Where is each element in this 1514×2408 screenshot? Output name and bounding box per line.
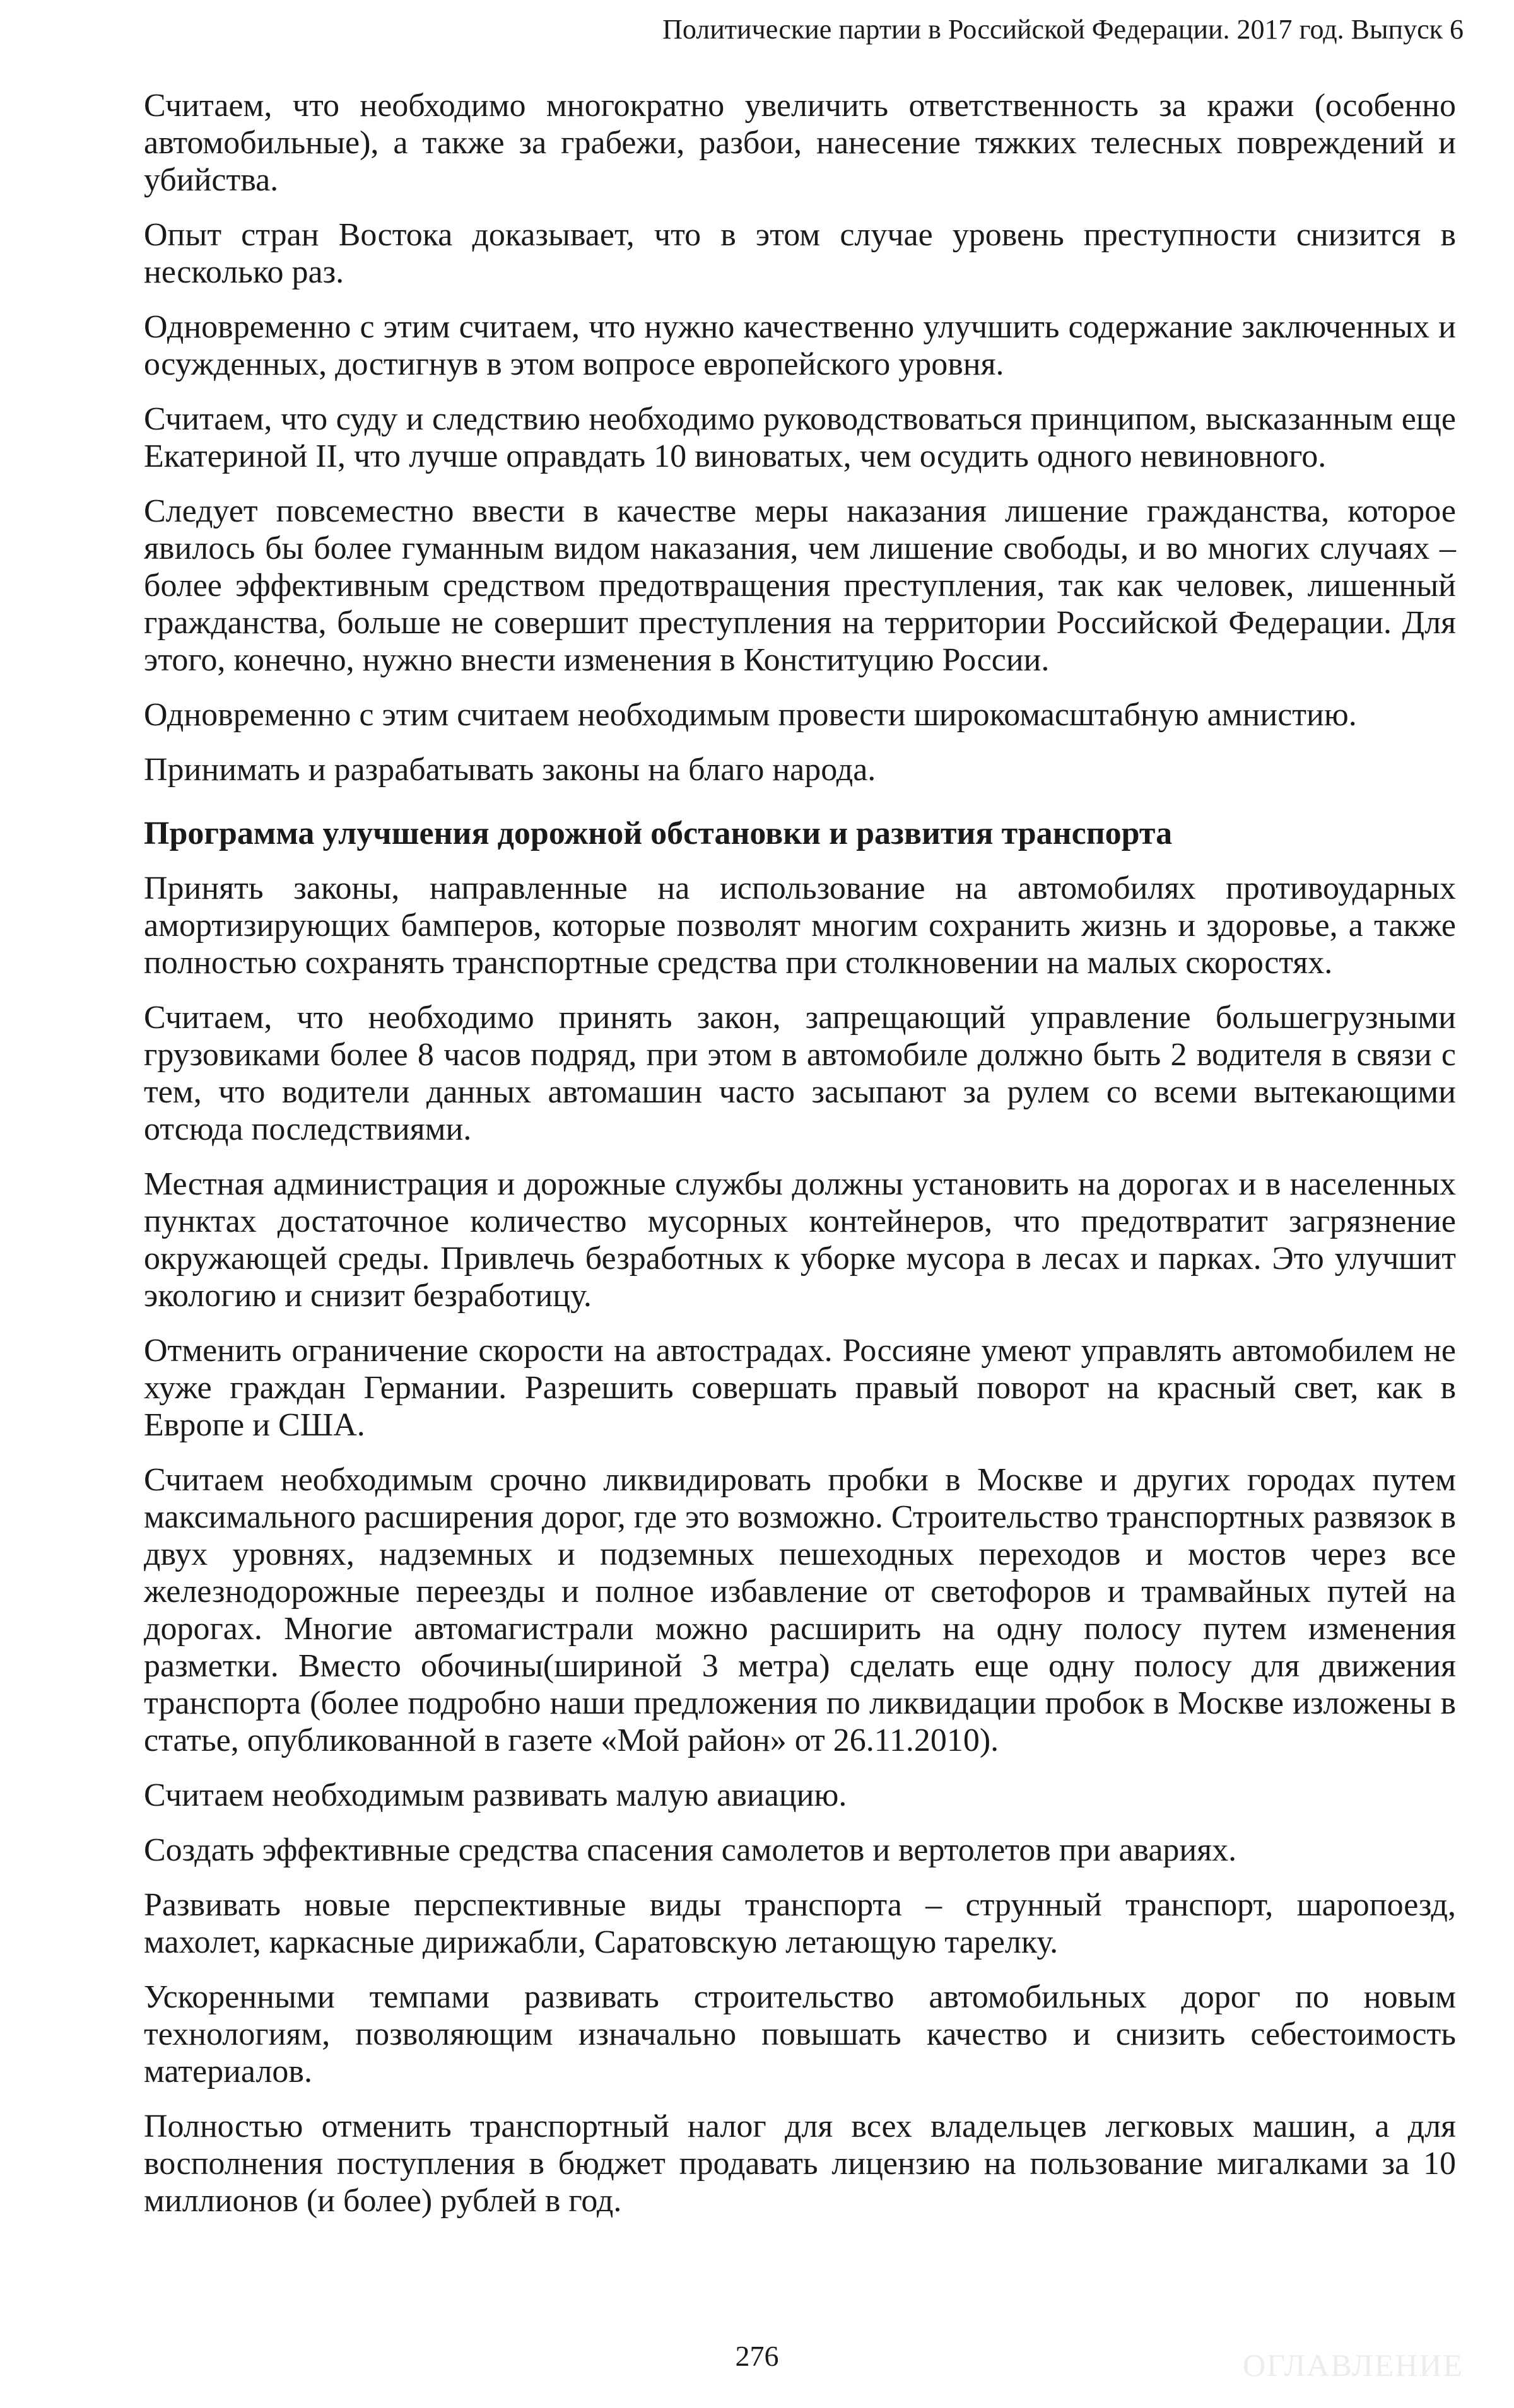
- body-paragraph: Развивать новые перспективные виды транспорта – струнный транспорт, шаропоезд, махолет, каркасные дирижабли, Саратовскую летающую тарелку.: [144, 1887, 1456, 1960]
- body-paragraph: Считаем необходимым срочно ликвидировать пробки в Москве и других городах путем максимального расширения дорог, где это возможно. Строительство транспортных развязок в двух уровнях, надземных и подземных пешеходных переходов и мостов через все железнодорожные переезды и полное избавление от светофоров и трамвайных путей на дорогах. Многие автомагистрали можно расширить на одну полосу путем изменения разметки. Вместо обочины(шириной 3 метра) сделать еще одну полосу для движения транспорта (более подробно наши предложения по ликвидации пробок в Москве изложены в статье, опубликованной в газете «Мой район» от 26.11.2010).: [144, 1462, 1456, 1758]
- body-paragraph: Считаем, что необходимо принять закон, запрещающий управление большегрузными грузовиками более 8 часов подряд, при этом в автомобиле должно быть 2 водителя в связи с тем, что водители данных автомашин часто засыпают за рулем со всеми вытекающими отсюда последствиями.: [144, 1000, 1456, 1147]
- body-paragraph: Опыт стран Востока доказывает, что в этом случае уровень преступности снизится в несколько раз.: [144, 217, 1456, 290]
- section-heading: Программа улучшения дорожной обстановки и развития транспорта: [144, 815, 1173, 851]
- body-paragraph: Отменить ограничение скорости на автострадах. Россияне умеют управлять автомобилем не хуже граждан Германии. Разрешить совершать правый поворот на красный свет, как в Европе и США.: [144, 1333, 1456, 1443]
- page-body: [144, 87, 1456, 2237]
- body-paragraph: Считаем, что необходимо многократно увеличить ответственность за кражи (особенно автомобильные), а также за грабежи, разбои, нанесение тяжких телесных повреждений и убийства.: [144, 88, 1456, 198]
- page-number: 276: [735, 2340, 779, 2372]
- body-paragraph: Полностью отменить транспортный налог для всех владельцев легковых машин, а для восполнения поступления в бюджет продавать лицензию на пользование мигалками за 10 миллионов (и более) рублей в год.: [144, 2108, 1456, 2219]
- body-paragraph: Одновременно с этим считаем необходимым провести широкомасштабную амнистию.: [144, 697, 1357, 733]
- body-paragraph: Местная администрация и дорожные службы должны установить на дорогах и в населенных пунктах достаточное количество мусорных контейнеров, что предотвратит загрязнение окружающей среды. Привлечь безработных к уборке мусора в лесах и парках. Это улучшит экологию и снизит безработицу.: [144, 1166, 1456, 1314]
- body-paragraph: Следует повсеместно ввести в качестве меры наказания лишение гражданства, которое явилось бы более гуманным видом наказания, чем лишение свободы, и во многих случаях – более эффективным средством предотвращения преступления, так как человек, лишенный гражданства, больше не совершит преступления на территории Российской Федерации. Для этого, конечно, нужно внести изменения в Конституцию России.: [144, 493, 1456, 678]
- body-paragraph: Считаем необходимым развивать малую авиацию.: [144, 1777, 847, 1813]
- body-paragraph: Одновременно с этим считаем, что нужно качественно улучшить содержание заключенных и осужденных, достигнув в этом вопросе европейского уровня.: [144, 309, 1456, 382]
- body-paragraph: Принять законы, направленные на использование на автомобилях противоударных амортизирующих бамперов, которые позволят многим сохранить жизнь и здоровье, а также полностью сохранять транспортные средства при столкновении на малых скоростях.: [144, 870, 1456, 981]
- body-paragraph: Считаем, что суду и следствию необходимо руководствоваться принципом, высказанным еще Екатериной II, что лучше оправдать 10 виноватых, чем осудить одного невиновного.: [144, 401, 1456, 474]
- body-paragraph: Принимать и разрабатывать законы на благо народа.: [144, 752, 876, 788]
- body-paragraph: Создать эффективные средства спасения самолетов и вертолетов при авариях.: [144, 1832, 1237, 1868]
- running-header: Политические партии в Российской Федерации. 2017 год. Выпуск 6: [662, 14, 1464, 45]
- table-of-contents-link[interactable]: ОГЛАВЛЕНИЕ: [1243, 2347, 1464, 2383]
- body-paragraph: Ускоренными темпами развивать строительство автомобильных дорог по новым технологиям, позволяющим изначально повышать качество и снизить себестоимость материалов.: [144, 1979, 1456, 2089]
